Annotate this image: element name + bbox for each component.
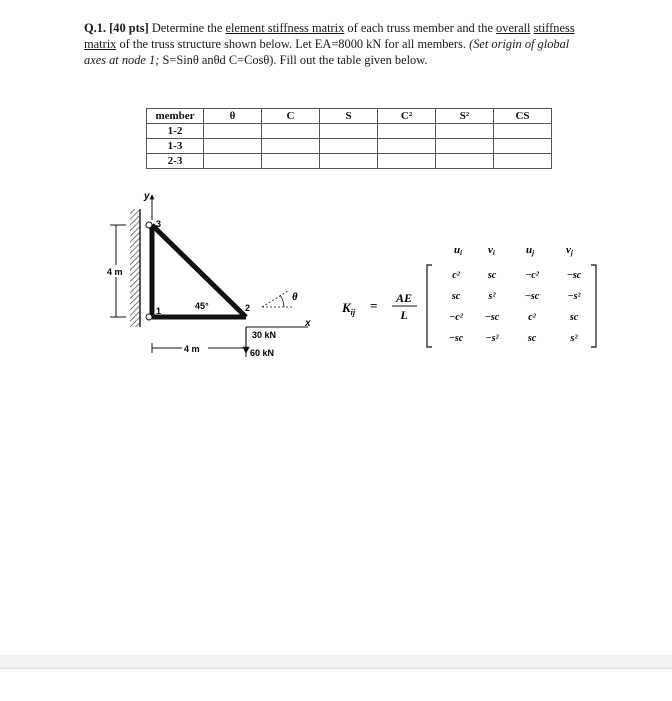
node-3-label: 3 — [156, 219, 162, 229]
theta-arc — [280, 295, 284, 307]
y-axis-label: y — [144, 191, 150, 202]
theta-label: θ — [292, 292, 298, 303]
col-header-ui: ui — [454, 244, 463, 257]
header-s2: S² — [436, 109, 494, 124]
table-cell[interactable] — [204, 124, 262, 139]
node-2-label: 2 — [245, 303, 251, 313]
next-page-edge — [0, 668, 672, 701]
angle-label: 45° — [195, 301, 209, 311]
question-number: Q.1. — [84, 21, 107, 35]
table-cell[interactable] — [378, 124, 436, 139]
matrix-equals: = — [370, 298, 378, 313]
col-header-vi: vi — [488, 244, 495, 257]
matrix-entry: −sc — [524, 291, 540, 302]
header-member: member — [147, 109, 204, 124]
stiffness-matrix — [340, 240, 610, 355]
table-cell[interactable] — [204, 154, 262, 169]
width-dim-label: 4 m — [184, 344, 200, 354]
header-c: C — [262, 109, 320, 124]
matrix-entry: −c² — [525, 270, 539, 281]
col-header-vj: vj — [566, 244, 573, 257]
member-label: 2-3 — [147, 154, 204, 169]
node-1-label: 1 — [156, 306, 162, 316]
table-row — [147, 139, 552, 154]
underlined-overall: overall — [496, 21, 531, 35]
matrix-entry: sc — [451, 291, 461, 302]
col-header-uj: uj — [526, 244, 535, 257]
member-table — [146, 108, 552, 169]
wall-hatch — [130, 209, 140, 327]
header-theta: θ — [204, 109, 262, 124]
matrix-entry: sc — [487, 270, 497, 281]
table-cell[interactable] — [320, 154, 378, 169]
matrix-entry: −sc — [484, 312, 500, 323]
table-cell[interactable] — [436, 154, 494, 169]
table-cell[interactable] — [262, 139, 320, 154]
table-cell[interactable] — [494, 124, 552, 139]
table-cell[interactable] — [262, 124, 320, 139]
matrix-frac-num: AE — [395, 291, 413, 305]
question-text-c: of the truss structure shown below. Let EA=8000 kN for all members. — [116, 37, 470, 51]
matrix-col-headers — [454, 244, 573, 257]
question-text-a: Determine the — [148, 21, 226, 35]
matrix-entry: −sc — [566, 270, 582, 281]
matrix-entry: −s² — [567, 291, 581, 302]
question-points: [40 pts] — [109, 21, 149, 35]
table-cell[interactable] — [436, 139, 494, 154]
table-cell[interactable] — [436, 124, 494, 139]
matrix-left-bracket — [427, 265, 432, 347]
matrix-entry: −c² — [449, 312, 463, 323]
header-cs: CS — [494, 109, 552, 124]
underlined-stiffness-matrix: stiffness matrix — [84, 21, 575, 51]
support-pin-1 — [146, 314, 152, 320]
table-row — [147, 154, 552, 169]
table-cell[interactable] — [494, 154, 552, 169]
matrix-entry: c² — [452, 270, 460, 281]
header-s: S — [320, 109, 378, 124]
matrix-entry: s² — [570, 333, 578, 344]
table-cell[interactable] — [262, 154, 320, 169]
support-pin-3 — [146, 222, 152, 228]
question-text-d: S=Sinθ anθd C=Cosθ). Fill out the table given below. — [159, 53, 428, 67]
matrix-entry: sc — [527, 333, 537, 344]
matrix-entries — [449, 270, 582, 344]
table-cell[interactable] — [494, 139, 552, 154]
table-header-row — [147, 109, 552, 124]
x-axis-label: x — [305, 318, 311, 329]
load-horizontal-label: 30 kN — [252, 330, 277, 340]
matrix-entry: sc — [569, 312, 579, 323]
table-cell[interactable] — [204, 139, 262, 154]
table-cell[interactable] — [378, 154, 436, 169]
question-text — [84, 20, 594, 68]
matrix-entry: s² — [488, 291, 496, 302]
question-italic: (Set origin of global axes at node 1; — [84, 37, 570, 67]
matrix-entry: −s² — [485, 333, 499, 344]
matrix-frac-den: L — [400, 308, 408, 322]
load-vertical-label: 60 kN — [250, 348, 275, 358]
truss-figure — [96, 185, 336, 370]
table-cell[interactable] — [320, 124, 378, 139]
table-row — [147, 124, 552, 139]
matrix-right-bracket — [591, 265, 596, 347]
table-cell[interactable] — [378, 139, 436, 154]
member-label: 1-2 — [147, 124, 204, 139]
matrix-entry: −sc — [448, 333, 464, 344]
matrix-lhs: $K_{ij}$ — [342, 300, 356, 317]
height-dim-label: 4 m — [107, 267, 123, 277]
table-cell[interactable] — [320, 139, 378, 154]
member-label: 1-3 — [147, 139, 204, 154]
header-c2: C² — [378, 109, 436, 124]
matrix-entry: c² — [528, 312, 536, 323]
underlined-element-stiffness: element stiffness matrix — [225, 21, 345, 35]
question-text-b: of each truss member and the — [344, 21, 497, 35]
